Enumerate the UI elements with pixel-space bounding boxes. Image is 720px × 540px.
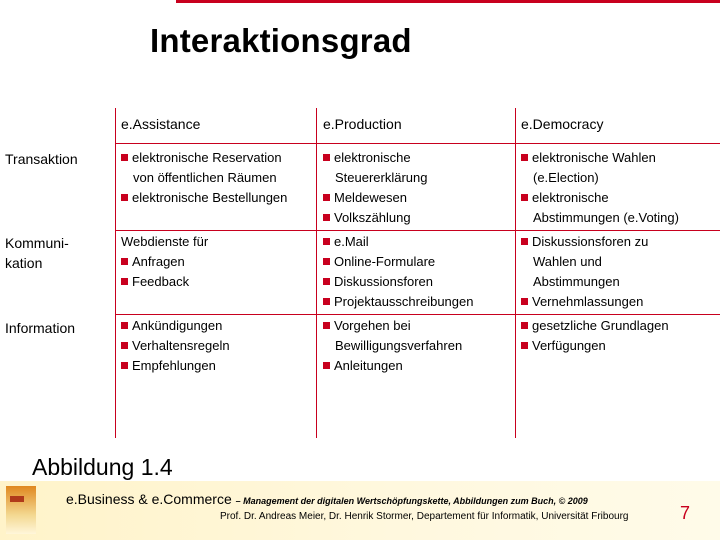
column-divider — [115, 108, 116, 438]
cell-text: Empfehlungen — [132, 358, 216, 373]
cell-text: Diskussionsforen — [334, 274, 433, 289]
cell-line — [121, 232, 208, 252]
cell-text: e.Mail — [334, 234, 369, 249]
cell-line — [323, 252, 473, 272]
cell-line — [323, 188, 428, 208]
square-bullet-icon — [323, 258, 330, 265]
cell-line — [121, 252, 208, 272]
square-bullet-icon — [521, 238, 528, 245]
footer-brand: e.Business & e.Commerce — [66, 491, 232, 507]
row-header-line: kation — [5, 255, 43, 271]
book-logo-icon — [6, 486, 36, 534]
row-header-line: Kommuni- — [5, 235, 69, 251]
cell-transaktion-edemocracy — [521, 148, 679, 228]
cell-line — [121, 316, 230, 336]
square-bullet-icon — [323, 194, 330, 201]
cell-text: elektronische Wahlen — [532, 150, 656, 165]
cell-text: Verfügungen — [532, 338, 606, 353]
top-accent-rule — [176, 0, 720, 3]
page-number: 7 — [680, 503, 691, 523]
cell-text: Ankündigungen — [132, 318, 223, 333]
square-bullet-icon — [121, 194, 128, 201]
cell-line — [323, 336, 462, 356]
cell-line — [521, 316, 669, 336]
cell-text: Vernehmlassungen — [532, 294, 644, 309]
cell-text: elektronische — [334, 150, 411, 165]
square-bullet-icon — [521, 154, 528, 161]
cell-line — [323, 168, 428, 188]
slide-title: Interaktionsgrad — [150, 22, 412, 59]
cell-information-eproduction — [323, 316, 462, 376]
cell-line — [521, 336, 669, 356]
cell-kommunikation-eassistance — [121, 232, 208, 292]
cell-text: Volkszählung — [334, 210, 411, 225]
square-bullet-icon — [121, 342, 128, 349]
cell-text: Wahlen und — [533, 254, 602, 269]
cell-text: Projektausschreibungen — [334, 294, 474, 309]
cell-line — [521, 188, 679, 208]
cell-text: Anleitungen — [334, 358, 403, 373]
cell-line — [323, 316, 462, 336]
row-header-kommunikation — [5, 233, 69, 273]
cell-kommunikation-edemocracy — [521, 232, 648, 312]
cell-text: Bewilligungsverfahren — [335, 338, 463, 353]
cell-line — [521, 208, 679, 228]
cell-text: elektronische — [532, 190, 609, 205]
square-bullet-icon — [323, 154, 330, 161]
cell-line — [121, 168, 287, 188]
cell-line — [521, 272, 648, 292]
cell-line — [323, 292, 473, 312]
cell-line — [521, 292, 648, 312]
square-bullet-icon — [323, 298, 330, 305]
cell-transaktion-eproduction — [323, 148, 428, 228]
cell-line — [121, 148, 287, 168]
footer-authors: Prof. Dr. Andreas Meier, Dr. Henrik Stormer, Departement für Informatik, Universität Fribourg — [220, 511, 629, 522]
cell-line — [521, 252, 648, 272]
cell-line — [521, 168, 679, 188]
column-header-eproduction: e.Production — [323, 116, 402, 132]
header-divider — [115, 143, 720, 144]
logo-mark-icon — [10, 496, 24, 502]
cell-text: Feedback — [132, 274, 190, 289]
cell-text: Meldewesen — [334, 190, 407, 205]
column-header-eassistance: e.Assistance — [121, 116, 201, 132]
cell-text: (e.Election) — [533, 170, 599, 185]
cell-text: Abstimmungen — [533, 274, 620, 289]
cell-text: Anfragen — [132, 254, 185, 269]
cell-text: Steuererklärung — [335, 170, 428, 185]
cell-line — [323, 272, 473, 292]
square-bullet-icon — [323, 214, 330, 221]
cell-line — [521, 232, 648, 252]
cell-line — [121, 336, 230, 356]
column-divider — [515, 108, 516, 438]
cell-text: elektronische Bestellungen — [132, 190, 288, 205]
square-bullet-icon — [121, 322, 128, 329]
row-divider — [115, 230, 720, 231]
row-header-transaktion — [5, 149, 78, 169]
cell-line — [323, 148, 428, 168]
row-header-information — [5, 318, 75, 338]
cell-line — [121, 188, 287, 208]
cell-text: von öffentlichen Räumen — [133, 170, 277, 185]
column-header-edemocracy: e.Democracy — [521, 116, 604, 132]
figure-caption: Abbildung 1.4 — [32, 454, 173, 480]
row-divider — [115, 314, 720, 315]
footer-subtitle: – Management der digitalen Wertschöpfungskette, Abbildungen zum Buch, © 2009 — [235, 496, 588, 506]
cell-line — [521, 148, 679, 168]
cell-text: Diskussionsforen zu — [532, 234, 649, 249]
square-bullet-icon — [121, 362, 128, 369]
square-bullet-icon — [323, 322, 330, 329]
cell-text: gesetzliche Grundlagen — [532, 318, 669, 333]
square-bullet-icon — [521, 194, 528, 201]
square-bullet-icon — [323, 238, 330, 245]
cell-text: Webdienste für — [121, 234, 209, 249]
cell-line — [323, 356, 462, 376]
cell-transaktion-eassistance — [121, 148, 287, 208]
cell-line — [323, 232, 473, 252]
square-bullet-icon — [323, 362, 330, 369]
square-bullet-icon — [521, 298, 528, 305]
cell-text: elektronische Reservation — [132, 150, 282, 165]
square-bullet-icon — [121, 278, 128, 285]
square-bullet-icon — [521, 342, 528, 349]
cell-line — [323, 208, 428, 228]
cell-information-edemocracy — [521, 316, 669, 356]
square-bullet-icon — [121, 154, 128, 161]
square-bullet-icon — [323, 278, 330, 285]
cell-line — [121, 356, 230, 376]
square-bullet-icon — [521, 322, 528, 329]
cell-text: Online-Formulare — [334, 254, 436, 269]
square-bullet-icon — [121, 258, 128, 265]
footer-title — [66, 491, 588, 507]
column-divider — [316, 108, 317, 438]
cell-kommunikation-eproduction — [323, 232, 473, 312]
cell-text: Vorgehen bei — [334, 318, 411, 333]
interaction-table — [0, 108, 720, 438]
row-header-line: Transaktion — [5, 151, 78, 167]
row-header-line: Information — [5, 320, 76, 336]
cell-text: Verhaltensregeln — [132, 338, 230, 353]
cell-text: Abstimmungen (e.Voting) — [533, 210, 679, 225]
cell-information-eassistance — [121, 316, 230, 376]
cell-line — [121, 272, 208, 292]
